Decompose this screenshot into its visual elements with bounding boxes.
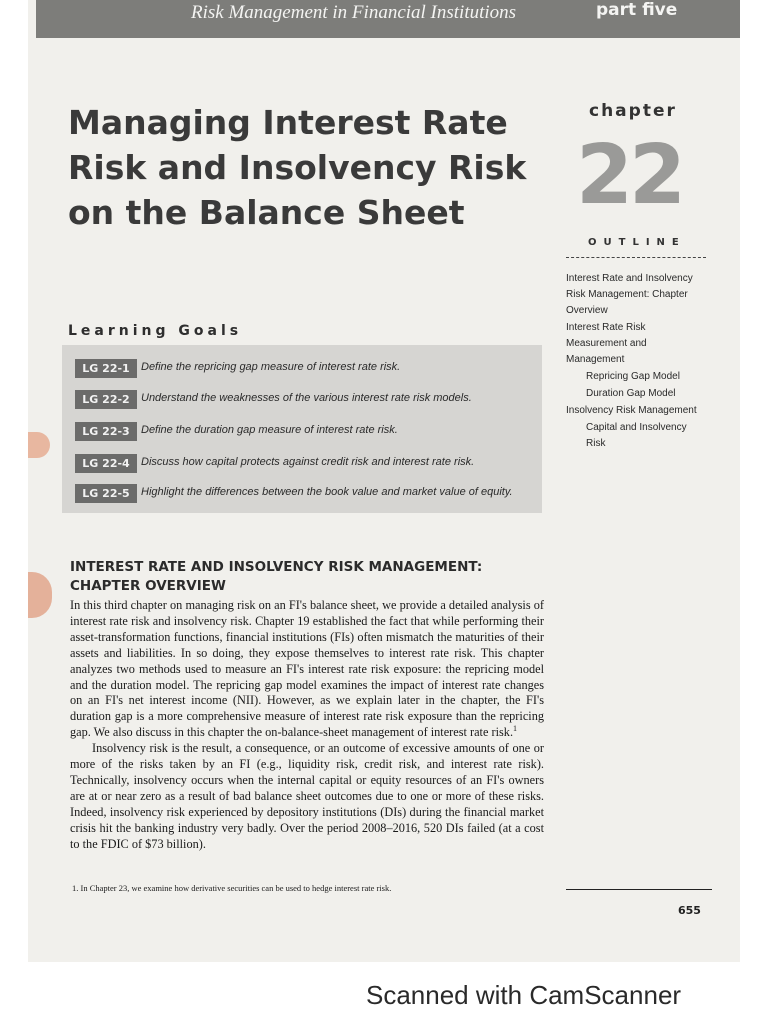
goal-text: Define the duration gap measure of interest rate risk. bbox=[141, 424, 398, 436]
section-heading-line: INTEREST RATE AND INSOLVENCY RISK MANAGEMENT: bbox=[70, 559, 483, 575]
learning-goal bbox=[75, 359, 535, 379]
learning-goal bbox=[75, 422, 535, 442]
running-header bbox=[36, 0, 740, 38]
chapter-title-line: on the Balance Sheet bbox=[68, 193, 465, 232]
learning-goal bbox=[75, 390, 535, 410]
chapter-title-line: Managing Interest Rate bbox=[68, 103, 508, 142]
learning-goal bbox=[75, 484, 535, 504]
outline-subitem: Capital and Insolvency Risk bbox=[586, 422, 687, 449]
chapter-outline bbox=[566, 271, 706, 453]
outline-subitem: Repricing Gap Model bbox=[586, 371, 680, 382]
goal-badge: LG 22-5 bbox=[75, 484, 137, 503]
learning-goal bbox=[75, 454, 535, 474]
chapter-title bbox=[68, 100, 568, 235]
scanner-watermark: Scanned with CamScanner bbox=[366, 980, 682, 1010]
learning-goals-box bbox=[62, 345, 542, 513]
outline-item: Interest Rate Risk Measurement and Management bbox=[566, 322, 647, 365]
goal-badge: LG 22-4 bbox=[75, 454, 137, 473]
chapter-title-line: Risk and Insolvency Risk bbox=[68, 148, 527, 187]
body-text bbox=[70, 598, 544, 853]
goal-badge: LG 22-2 bbox=[75, 390, 137, 409]
book-title: Risk Management in Financial Institutions bbox=[191, 2, 517, 23]
outline-item: Interest Rate and Insolvency Risk Management: Chapter Overview bbox=[566, 273, 693, 316]
outline-divider bbox=[566, 257, 706, 258]
goal-text: Discuss how capital protects against credit risk and interest rate risk. bbox=[141, 456, 475, 468]
paragraph-text: In this third chapter on managing risk on an FI's balance sheet, we provide a detailed analysis of interest rate risk and insolvency risk. Chapter 19 established the fact that while performing their asset-transformation functions, financial institutions (FIs) often mismatch the maturities of their assets and liabilities. In so doing, they expose themselves to interest rate risk. This chapter analyzes two methods used to measure an FI's interest rate risk exposure: the repricing model and the duration model. The repricing gap model examines the impact of interest rate changes on an FI's net interest income (NII). However, as we explain later in the chapter, the FI's duration gap is a more comprehensive measure of interest rate risk exposure than the repricing gap. We also discuss in this chapter the on-balance-sheet management of interest rate risk. bbox=[70, 598, 544, 740]
section-heading-line: CHAPTER OVERVIEW bbox=[70, 578, 226, 594]
learning-goals-heading: Learning Goals bbox=[68, 323, 243, 339]
footer-divider bbox=[566, 889, 712, 890]
chapter-number: 22 bbox=[576, 128, 683, 223]
footnote-marker: 1 bbox=[513, 724, 518, 734]
part-label: part five bbox=[596, 0, 678, 20]
goal-text: Define the repricing gap measure of interest rate risk. bbox=[141, 361, 401, 373]
chapter-label: chapter bbox=[589, 101, 677, 121]
goal-text: Understand the weaknesses of the various interest rate risk models. bbox=[141, 392, 472, 404]
paragraph bbox=[70, 598, 544, 741]
outline-item: Insolvency Risk Management bbox=[566, 405, 697, 416]
goal-text: Highlight the differences between the book value and market value of equity. bbox=[141, 486, 513, 498]
outline-heading: OUTLINE bbox=[588, 237, 686, 248]
paragraph: Insolvency risk is the result, a consequence, or an outcome of excessive amounts of one or more of the risks taken by an FI (e.g., liquidity risk, credit risk, and interest rate risk). Technically, insolvency occurs when the internal capital or equity resources of an FI's owners are at or near zero as a result of bad balance sheet outcomes due to one or more of these risks. Indeed, insolvency risk experienced by depository institutions (DIs) during the financial market crisis hit the banking industry very badly. Over the period 2008–2016, 520 DIs failed (at a cost to the FDIC of $73 billion). bbox=[70, 741, 544, 851]
section-heading bbox=[70, 558, 530, 596]
footnote: 1. In Chapter 23, we examine how derivative securities can be used to hedge interest rate risk. bbox=[72, 883, 392, 893]
page-number: 655 bbox=[678, 904, 701, 917]
outline-subitem: Duration Gap Model bbox=[586, 388, 676, 399]
goal-badge: LG 22-1 bbox=[75, 359, 137, 378]
goal-badge: LG 22-3 bbox=[75, 422, 137, 441]
